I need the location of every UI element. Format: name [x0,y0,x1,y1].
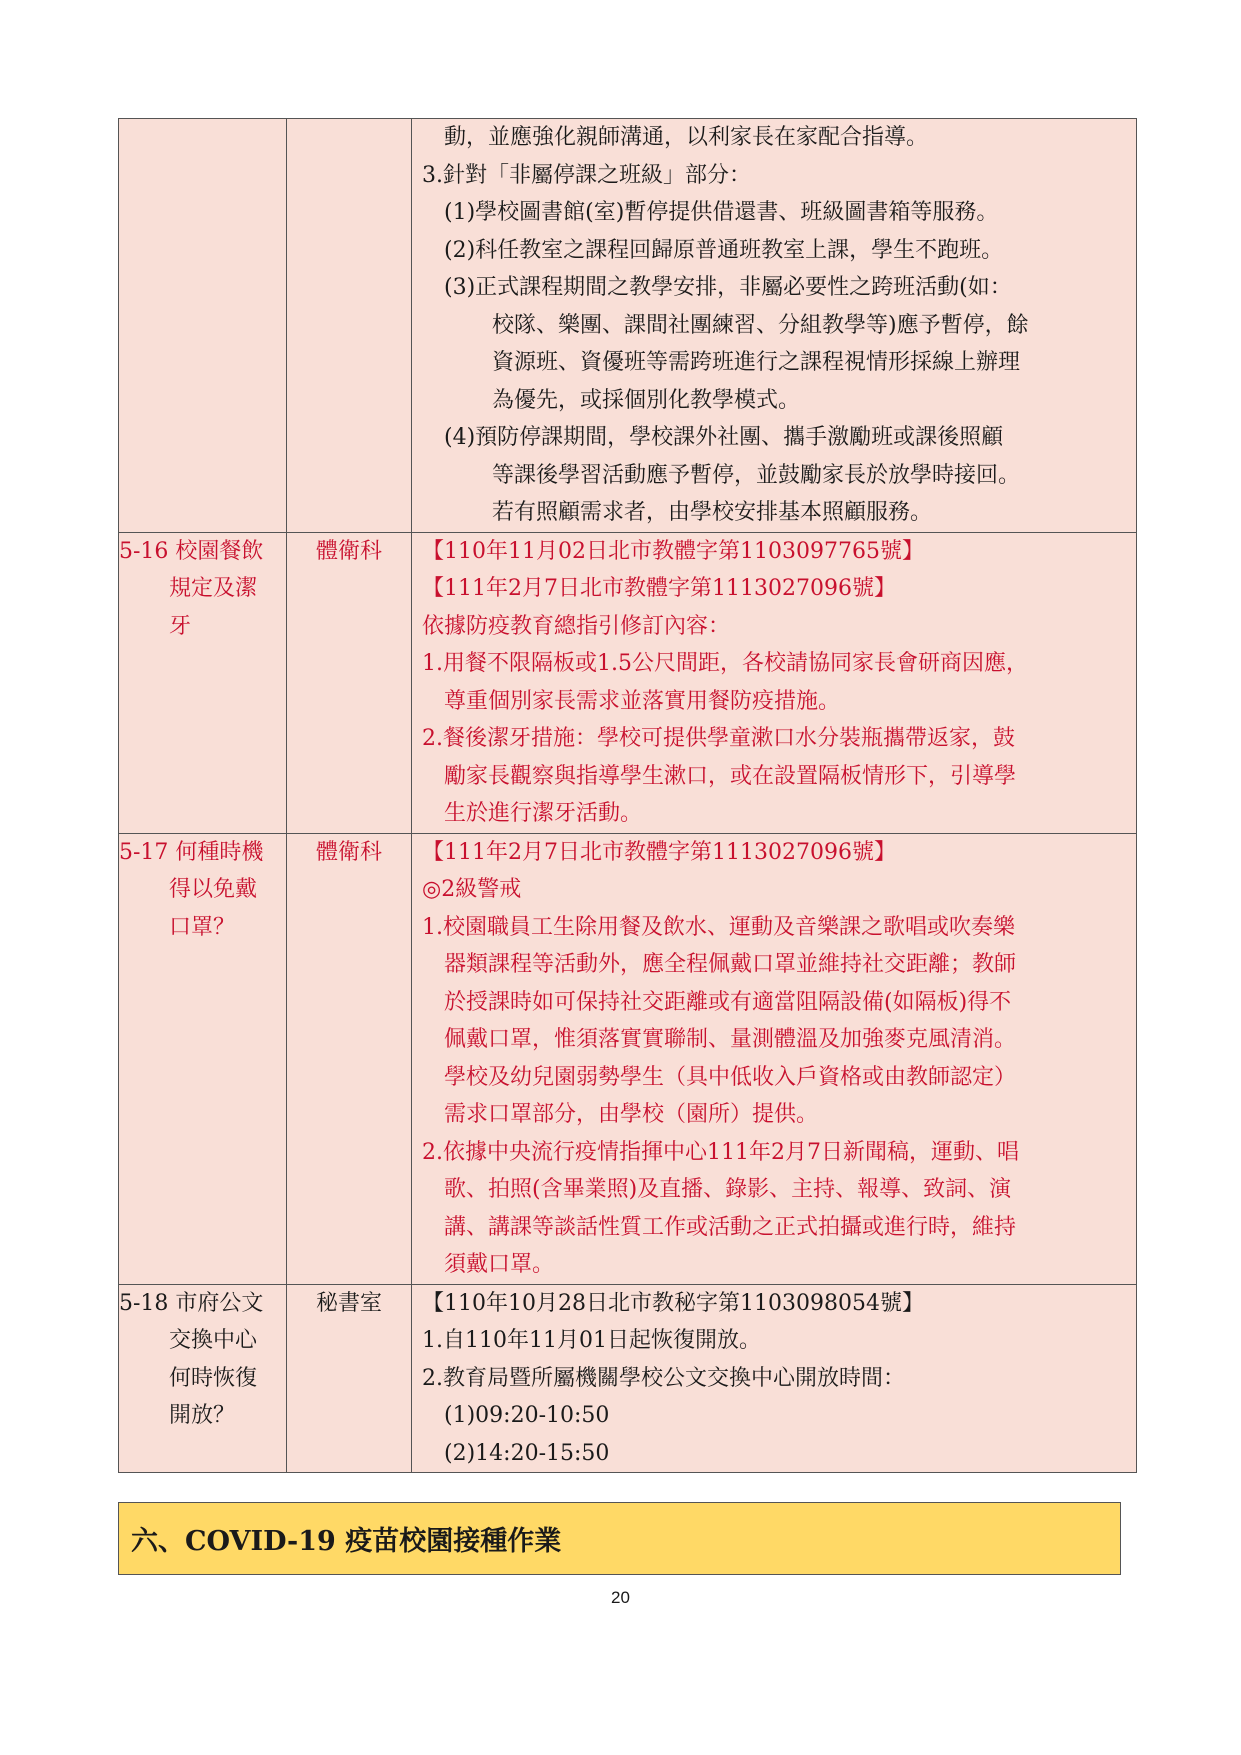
topic-line: 5-17 何種時機 [119,839,264,865]
page-number: 20 [611,1588,630,1607]
content-line: ◎2級警戒 [422,877,522,902]
content-line: 勵家長觀察與指導學生漱口，或在設置隔板情形下，引導學 [444,763,1017,789]
content-line: 資源班、資優班等需跨班進行之課程視情形採線上辦理 [492,350,1021,375]
topic-line: 規定及潔 [169,576,258,601]
topic-cell [119,1284,287,1473]
content-line: 2.餐後潔牙措施：學校可提供學童漱口水分裝瓶攜帶返家，鼓 [422,726,1015,751]
topic-line: 5-18 市府公文 [119,1290,264,1316]
unit-label: 體衛科 [315,538,382,564]
content-line: 須戴口罩。 [444,1252,555,1277]
topic-cell [119,532,287,833]
content-line: 1.用餐不限隔板或1.5公尺間距，各校請協同家長會研商因應， [422,651,1028,676]
content-line: (4)預防停課期間，學校課外社團、攜手激勵班或課後照顧 [444,425,1004,450]
table-row [119,532,1137,833]
document-reference: 【110年11月02日北市教體字第1103097765號】 [422,538,924,564]
content-line: 需求口罩部分，由學校（園所）提供。 [444,1102,819,1127]
content-line: 校隊、樂團、課間社團練習、分組教學等)應予暫停，餘 [492,312,1029,338]
content-line: 尊重個別家長需求並落實用餐防疫措施。 [444,688,841,714]
topic-line: 牙 [169,613,192,639]
topic-line: 何時恢復 [169,1365,258,1391]
topic-line: 交換中心 [169,1328,258,1353]
content-line: 生於進行潔牙活動。 [444,801,643,826]
table-row [119,833,1137,1284]
topic-cell [119,833,287,1284]
table-row [119,119,1137,533]
content-line: 於授課時如可保持社交距離或有適當阻隔設備(如隔板)得不 [444,989,1012,1015]
content-line: (1)09:20-10:50 [444,1403,610,1428]
content-line: 2.教育局暨所屬機關學校公文交換中心開放時間： [422,1365,905,1391]
topic-line: 口罩？ [169,914,236,940]
unit-cell [287,532,412,833]
section-banner [118,1502,1121,1575]
unit-cell [287,119,412,533]
content-line: 歌、拍照(含畢業照)及直播、錄影、主持、報導、致詞、演 [444,1177,1012,1202]
content-line: 1.自110年11月01日起恢復開放。 [422,1328,761,1353]
unit-cell [287,1284,412,1473]
document-reference: 【111年2月7日北市教體字第1113027096號】 [422,576,896,601]
topic-line: 得以免戴 [169,877,258,902]
content-line: (1)學校圖書館(室)暫停提供借還書、班級圖書箱等服務。 [444,200,999,225]
section-title: 六、COVID-19 疫苗校園接種作業 [131,1526,562,1557]
topic-line: 開放？ [169,1403,236,1428]
content-line: 依據防疫教育總指引修訂內容： [422,613,731,639]
content-line: 若有照顧需求者，由學校安排基本照顧服務。 [492,500,933,525]
content-line: 3.針對「非屬停課之班級」部分： [422,162,751,188]
content-line: 2.依據中央流行疫情指揮中心111年2月7日新聞稿，運動、唱 [422,1139,1019,1165]
content-line: 為優先，或採個別化教學模式。 [492,387,801,413]
content-line: 器類課程等活動外，應全程佩戴口罩並維持社交距離；教師 [444,952,1017,977]
content-line: (2)14:20-15:50 [444,1440,610,1466]
topic-line: 5-16 校園餐飲 [119,538,264,564]
content-line: 學校及幼兒園弱勢學生（具中低收入戶資格或由教師認定） [444,1064,1017,1090]
table-row [119,1284,1137,1473]
content-line: (2)科任教室之課程回歸原普通班教室上課，學生不跑班。 [444,237,1004,263]
content-cell [412,1284,1137,1473]
content-cell [412,833,1137,1284]
content-cell [412,532,1137,833]
unit-cell [287,833,412,1284]
content-line: 講、講課等談話性質工作或活動之正式拍攝或進行時，維持 [444,1214,1017,1240]
unit-label: 秘書室 [315,1290,382,1316]
content-cell [412,119,1137,533]
content-line: (3)正式課程期間之教學安排，非屬必要性之跨班活動(如： [444,275,1012,300]
document-reference: 【111年2月7日北市教體字第1113027096號】 [422,839,896,865]
topic-cell [119,119,287,533]
faq-table [118,118,1137,1473]
content-line: 佩戴口罩，惟須落實實聯制、量測體溫及加強麥克風清消。 [444,1027,1017,1052]
content-line: 等課後學習活動應予暫停，並鼓勵家長於放學時接回。 [492,462,1021,488]
document-reference: 【110年10月28日北市教秘字第1103098054號】 [422,1290,924,1316]
content-line: 1.校園職員工生除用餐及飲水、運動及音樂課之歌唱或吹奏樂 [422,914,1015,940]
content-line: 動，並應強化親師溝通，以利家長在家配合指導。 [444,125,929,150]
unit-label: 體衛科 [315,839,382,865]
